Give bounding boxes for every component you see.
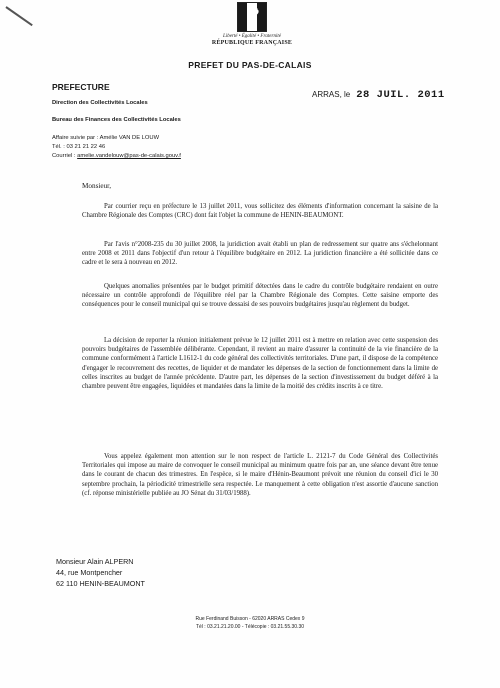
- sender-direction: Direction des Collectivités Locales: [52, 100, 148, 106]
- body-paragraph-5: Vous appelez également mon attention sur le non respect de l'article L. 2121-7 du Code Général des Collectivités Territoriales qui impose au maire de convoquer le conseil municipal au minimum quatre fois par an, une séance devant être tenue dans le courant de chacun des trimestres. En l'espèce, si le maire d'Hénin-Beaumont prévoit une réunion du conseil d'ici le 30 septembre prochain, la périodicité trimestrielle sera respectée. Le manquement à cette obligation n'est assortie d'aucune sanction (cf. réponse ministérielle publiée au JO Sénat du 31/03/1988).: [82, 453, 438, 497]
- recipient-city: 62 110 HENIN-BEAUMONT: [56, 579, 145, 588]
- prefet-title: PREFET DU PAS-DE-CALAIS: [188, 60, 312, 70]
- date-stamp: 28 JUIL. 2011: [356, 89, 445, 101]
- republique-logo: [198, 2, 306, 47]
- republic-name: RÉPUBLIQUE FRANÇAISE: [211, 40, 293, 46]
- marianne-logo-icon: [237, 2, 267, 32]
- scan-corner-mark: [5, 6, 32, 26]
- sender-bureau: Bureau des Finances des Collectivités Locales: [52, 117, 181, 123]
- marianne-profile-icon: [238, 3, 266, 31]
- contact-affaire: Affaire suivie par : Amélie VAN DE LOUW: [52, 135, 160, 141]
- sender-prefecture: PREFECTURE: [52, 82, 110, 92]
- recipient-name: Monsieur Alain ALPERN: [56, 557, 134, 566]
- place-date: [312, 89, 445, 101]
- footer-address: [0, 616, 500, 631]
- footer-street: Rue Ferdinand Buisson - 62020 ARRAS Cedex 9: [195, 616, 305, 622]
- salutation: Monsieur,: [82, 182, 112, 190]
- sender-contact: [52, 134, 181, 161]
- contact-email-label: Courriel :: [52, 153, 78, 159]
- contact-tel: Tél. : 03 21 21 22 46: [52, 144, 106, 150]
- body-paragraph-3: Quelques anomalies présentées par le budget primitif détectées dans le cadre du contrôle budgétaire rendaient en outre nécessaire un contrôle approfondi de l'équilibre réel par la Chambre Régionale des Comptes. Cette saisine emporte des conséquences pour le conseil municipal qui se trouve dessaisi de ses pouvoirs budgétaires jusqu'au règlement du budget.: [82, 283, 438, 309]
- footer-phone: Tél : 03.21.21.20.00 - Télécopie : 03.21.55.30.30: [195, 623, 305, 630]
- body-paragraph-1: Par courrier reçu en préfecture le 13 juillet 2011, vous sollicitez des éléments d'information concernant la saisine de la Chambre Régionale des Comptes (CRC) dont fait l'objet la commune de HENIN-BEAUMONT.: [82, 203, 438, 220]
- body-paragraph-2: Par l'avis n°2008-235 du 30 juillet 2008, la juridiction avait établi un plan de redressement sur quatre ans s'échelonnant entre 2008 et 2011 dans l'objectif d'un retour à l'équilibre budgétaire en 2012. La juridiction financière a été sollicitée dans ce cadre et le sera à nouveau en 2012.: [82, 241, 438, 267]
- contact-email-line: [52, 152, 181, 161]
- republic-motto: Liberté • Égalité • Fraternité: [223, 34, 281, 39]
- place-label: ARRAS, le: [312, 90, 351, 99]
- recipient-address: [56, 556, 145, 589]
- body-paragraph-4: La décision de reporter la réunion initialement prévue le 12 juillet 2011 est à mettre en relation avec cette suspension des pouvoirs budgétaires de l'assemblée délibérante. Cependant, il revient au maire d'assurer la continuité de la vie financière de la commune conformément à l'article L1612-1 du code général des collectivités territoriales. D'une part, il dispose de la compétence d'engager le recouvrement des recettes, de liquider et de mandater les dépenses de la section de fonctionnement dans la limite de celles inscrites au budget de l'année précédente. D'autre part, les dépenses de la section d'investissement du budget déféré à la chambre peuvent être engagées, liquidées et mandatées dans la limite de la moitié des crédits inscrits à ce titre.: [82, 337, 438, 391]
- recipient-street: 44, rue Montpencher: [56, 568, 123, 577]
- contact-email-link[interactable]: amelie.vandelouw@pas-de-calais.gouv.f: [77, 153, 181, 159]
